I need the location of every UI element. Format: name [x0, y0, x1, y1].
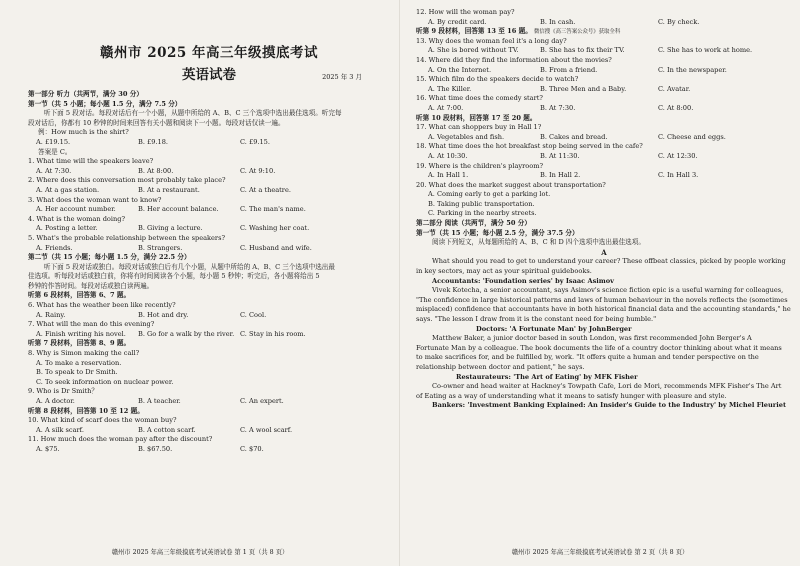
- passage-text: of Eating as a way of understanding what it means to satisfy hunger with pleasure and style.: [416, 391, 727, 400]
- question: 8. Why is Simon making the call?: [28, 349, 140, 358]
- option: B. Three Men and a Baby.: [540, 84, 627, 93]
- passage-text: to make sacrifices for, and be fulfilled by, work. "It offers quite a human and tender perspective on the: [416, 353, 759, 362]
- option: C. By check.: [658, 17, 700, 26]
- options: [28, 244, 390, 254]
- option: A. On the Internet.: [428, 65, 492, 74]
- option: A. Her account number.: [36, 205, 116, 214]
- subheading-text: Doctors: 'A Fortunate Man' by JohnBerger: [476, 324, 632, 333]
- option: C. At a theatre.: [240, 185, 291, 194]
- passage-label: A: [601, 247, 607, 257]
- option: C. The man's name.: [240, 205, 306, 214]
- question: 16. What time does the comedy start?: [416, 94, 543, 103]
- option: C. Stay in his room.: [240, 329, 306, 338]
- options: [416, 152, 792, 162]
- option: A. She is bored without TV.: [428, 46, 519, 55]
- option: B. Cakes and bread.: [540, 132, 608, 141]
- material-heading: 听第 10 段材料，回答第 17 至 20 题。: [416, 113, 537, 122]
- section1-instructions: 听下面 5 段对话。每段对话后有一个小题，从题中所给的 A、B、C 三个选项中选出最佳选项。听完每: [44, 109, 342, 118]
- section1-heading: 第一节（共 5 小题；每小题 1.5 分，满分 7.5 分）: [28, 99, 182, 108]
- options: [416, 18, 792, 28]
- option: C. Husband and wife.: [240, 243, 312, 252]
- option: C. At 9:10.: [240, 166, 276, 175]
- passage-subheading: [416, 325, 792, 335]
- option: B. Giving a lecture.: [138, 224, 203, 233]
- option: A. Finish writing his novel.: [36, 329, 126, 338]
- option: C. To seek information on nuclear power.: [36, 377, 174, 386]
- option: C. In the newspaper.: [658, 65, 727, 74]
- example-options: [28, 138, 390, 148]
- option: A. Posting a letter.: [36, 224, 98, 233]
- question: 12. How will the woman pay?: [416, 8, 515, 16]
- section2-heading: 第二节（共 15 小题；每小题 1.5 分，满分 22.5 分）: [28, 253, 191, 262]
- passage-subheading: Restaurateurs: 'The Art of Eating' by MFK Fisher: [456, 372, 638, 381]
- question: 17. What can shoppers buy in Hall 1?: [416, 123, 542, 132]
- option: B. To speak to Dr Smith.: [36, 368, 118, 377]
- question: 9. Who is Dr Smith？: [28, 387, 98, 396]
- option: B. In cash.: [540, 17, 576, 26]
- watermark-note: 微信搜《高三答案公众号》获取全科: [533, 29, 621, 36]
- options: [28, 205, 390, 215]
- question: 2. Where does this conversation most probably take place?: [28, 176, 226, 185]
- option: A. Vegetables and fish.: [428, 132, 505, 141]
- option: C. She has to work at home.: [658, 46, 753, 55]
- exam-date: 2025 年 3 月: [322, 73, 362, 81]
- question: 15. Which film do the speakers decide to watch?: [416, 75, 579, 84]
- option: C. An expert.: [240, 397, 284, 405]
- option: B. At 11:30.: [540, 151, 580, 160]
- options: [28, 397, 390, 407]
- material-heading: 听第 6 段材料，回答第 6、7 题。: [28, 291, 131, 300]
- passage-text: in key sectors, may act as your spiritual guidebooks.: [416, 267, 592, 276]
- options: [416, 46, 792, 56]
- question: 11. How much does the woman pay after the discount?: [28, 435, 213, 444]
- section2-instructions: 秒钟的作答时间。每段对话或独白读两遍。: [28, 281, 154, 290]
- material-label: 听第 9 段材料，回答第 13 至 16 题。: [416, 27, 532, 36]
- passage-subheading: Bankers: 'Investment Banking Explained: An Insider's Guide to the Industry' by Michel Fleuriet: [432, 401, 787, 410]
- options: [416, 66, 792, 76]
- question: 7. What will the man do this evening?: [28, 320, 155, 329]
- options: [416, 104, 792, 114]
- option: C. In Hall 3.: [658, 171, 699, 180]
- question: 5. What's the probable relationship between the speakers?: [28, 233, 225, 242]
- question: 20. What does the market suggest about transportation?: [416, 180, 606, 189]
- option: B. A cotton scarf.: [138, 425, 196, 434]
- options: [28, 330, 390, 340]
- option: C. At 12:30.: [658, 151, 698, 160]
- passage-text: Co-owner and head waiter at Hackney's Towpath Cafe, Lori de Mori, recommends MFK Fisher's The Art: [432, 382, 782, 391]
- option: A. A silk scarf.: [36, 425, 84, 434]
- question: 14. Where did they find the information about the movies?: [416, 55, 612, 64]
- option: C. At 8:00.: [658, 103, 694, 112]
- passage-text: What should you read to get to understand your career? These offbeat classics, picked by people working: [432, 257, 786, 266]
- option: A. £19.15.: [36, 137, 71, 146]
- question: 10. What kind of scarf does the woman buy?: [28, 416, 177, 425]
- option: A. In Hall 1.: [428, 171, 469, 180]
- option: C. Cool.: [240, 310, 267, 319]
- option: B. From a friend.: [540, 65, 598, 74]
- example-answer: 答案是 C。: [38, 147, 72, 156]
- question: 6. What has the weather been like recently?: [28, 301, 176, 310]
- reading-section1-heading: 第一节（共 15 小题；每小题 2.5 分，满分 37.5 分）: [416, 228, 579, 237]
- option: B. She has to fix their TV.: [540, 46, 625, 55]
- option: A. To make a reservation.: [36, 358, 122, 367]
- option: A. At 10:30.: [428, 151, 468, 160]
- option: B. A teacher.: [138, 397, 181, 405]
- options: [28, 445, 390, 455]
- section2-instructions: 佳选项。听每段对话或独白前，你将有时间阅读各个小题，每小题 5 秒钟；听完后，各小题将给出 5: [28, 272, 320, 281]
- option: C. Cheese and eggs.: [658, 132, 726, 141]
- option: B. At a restaurant.: [138, 185, 200, 194]
- question: 18. What time does the hot breakfast stop being served in the cafe?: [416, 142, 643, 151]
- option: A. A doctor.: [36, 397, 75, 405]
- options: [28, 311, 390, 321]
- options: [416, 133, 792, 143]
- option: A. Friends.: [36, 243, 73, 252]
- option: A. Rainy.: [36, 310, 66, 319]
- option: A. Coming early to get a parking lot.: [428, 190, 551, 199]
- option: B. Hot and dry.: [138, 310, 189, 319]
- part1-heading: 第一部分 听力（共两节，满分 30 分）: [28, 90, 143, 98]
- option: C. Parking in the nearby streets.: [428, 209, 537, 218]
- example-question: 例：How much is the shirt?: [38, 128, 129, 137]
- option: A. At 7:30.: [36, 166, 72, 175]
- part2-heading: 第二部分 阅读（共两节，满分 50 分）: [416, 219, 531, 228]
- passage-text: Fortunate Man by a colleague. The book documents the life of a country doctor thinking about what it means: [416, 343, 782, 352]
- option: A. By credit card.: [428, 17, 487, 26]
- material-heading: 听第 7 段材料，回答第 8、9 题。: [28, 339, 131, 348]
- option: C. Avatar.: [658, 84, 691, 93]
- option: B. £9.18.: [138, 137, 169, 146]
- reading-instructions: 阅读下列短文，从每题所给的 A、B、C 和 D 四个选项中选出最佳选项。: [432, 238, 645, 247]
- page-footer: 赣州市 2025 年高三年级摸底考试英语试卷 第 1 页（共 8 页）: [111, 549, 289, 556]
- passage-text: Vivek Kotecha, a senior accountant, says Asimov's science fiction epic is a useful warning for colleagues,: [432, 286, 784, 295]
- question: 3. What does the woman want to know?: [28, 195, 162, 204]
- option: B. $67.50.: [138, 444, 173, 453]
- exam-title: 赣州市 2025 年高三年级摸底考试: [100, 45, 318, 61]
- passage-text: "The confidence in large historical patterns and laws of human behaviour in the novels reflects the (sometimes: [416, 295, 788, 304]
- option: C. $70.: [240, 444, 264, 453]
- section2-instructions: 听下面 5 段对话或独白。每段对话或独白后有几个小题，从题中所给的 A、B、C 三个选项中选出最: [44, 262, 335, 271]
- options: [28, 426, 390, 436]
- passage-subheading: Accountants: 'Foundation series' by Isaac Asimov: [432, 276, 615, 285]
- passage-text: says. "The lesson I draw from it is the constant need for being humble.": [416, 315, 657, 323]
- question: 1. What time will the speakers leave?: [28, 157, 154, 166]
- option: A. The Killer.: [428, 84, 472, 93]
- passage-text: Matthew Baker, a junior doctor based in south London, was first recommended John Berger's A: [432, 334, 752, 343]
- option: A. At a gas station.: [36, 185, 100, 194]
- option: B. At 7:30.: [540, 103, 576, 112]
- section1-instructions: 段对话后，你都有 10 秒钟的时间来回答有关小题和阅读下一小题。每段对话仅读一遍。: [28, 118, 285, 127]
- option: B. Go for a walk by the river.: [138, 329, 235, 338]
- options: [416, 171, 792, 181]
- option: C. A wool scarf.: [240, 425, 293, 434]
- question: 4. What is the woman doing?: [28, 214, 126, 223]
- subject-label: 英语试卷: [182, 67, 236, 83]
- material-heading: [416, 27, 792, 37]
- question: 19. Where is the children's playroom?: [416, 161, 543, 170]
- passage-text: relationship between doctor and patient," he says.: [416, 362, 585, 371]
- option: B. In Hall 2.: [540, 171, 581, 180]
- options: [28, 186, 390, 196]
- option: A. $75.: [36, 444, 60, 453]
- exam-page-2: [400, 0, 800, 566]
- option: C. Washing her coat.: [240, 224, 310, 233]
- options: [28, 224, 390, 234]
- option: B. Strangers.: [138, 243, 183, 252]
- question: 13. Why does the woman feel it's a long day?: [416, 36, 567, 45]
- passage-text: misplaced) confidence that accountants have in both historical financial data and the accounting standards," he: [416, 305, 791, 314]
- option: C. £9.15.: [240, 137, 270, 146]
- options: [416, 85, 792, 95]
- exam-subtitle: [28, 66, 390, 84]
- page-footer: 赣州市 2025 年高三年级摸底考试英语试卷 第 2 页（共 8 页）: [511, 549, 689, 556]
- option: B. Her account balance.: [138, 205, 219, 214]
- option: A. At 7:00.: [428, 103, 464, 112]
- option: B. Taking public transportation.: [428, 199, 535, 208]
- option: B. At 8:00.: [138, 166, 174, 175]
- material-heading: 听第 8 段材料，回答第 10 至 12 题。: [28, 406, 144, 415]
- options: [28, 167, 390, 177]
